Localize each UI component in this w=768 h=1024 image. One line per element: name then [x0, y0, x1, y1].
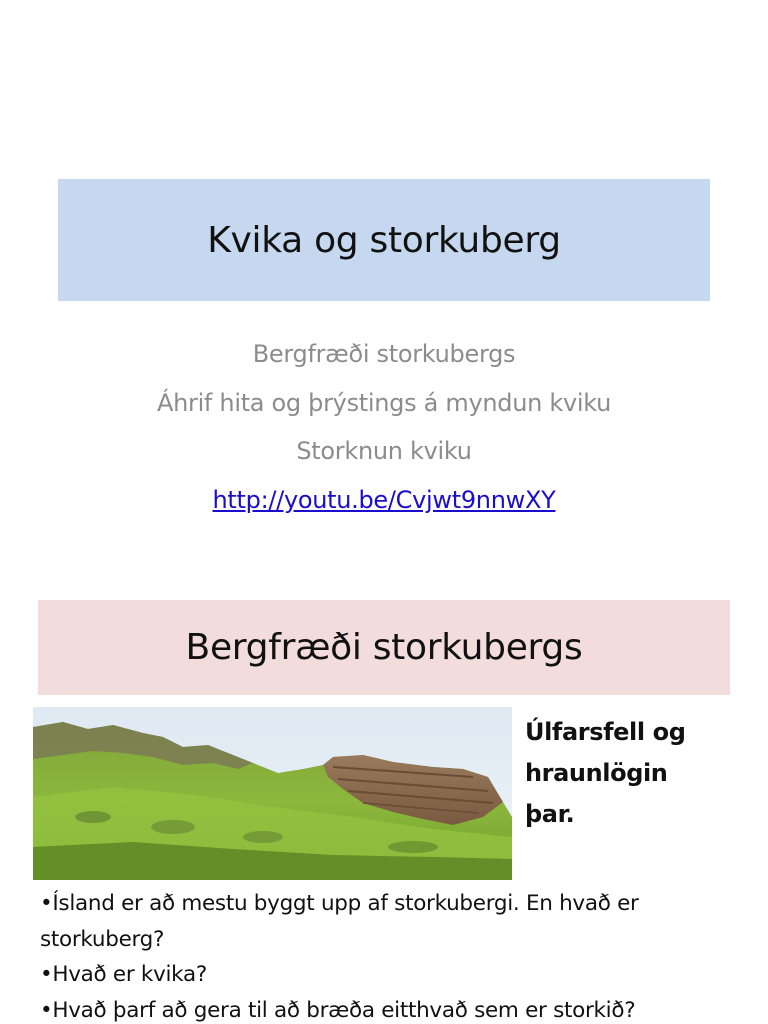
mountain-photo	[33, 707, 512, 880]
video-link[interactable]: http://youtu.be/Cvjwt9nnwXY	[212, 485, 556, 514]
bullet-list	[40, 886, 760, 1024]
slide1-subtitle-list	[0, 330, 768, 524]
caption-line: hraunlögin	[525, 759, 668, 787]
subtitle-line: Bergfræði storkubergs	[252, 340, 516, 368]
slide1-title-banner	[58, 179, 710, 301]
caption-line: þar.	[525, 800, 575, 828]
bullet-item: •Ísland er að mestu byggt upp af storkubergi. En hvað er storkuberg?	[40, 891, 639, 952]
subtitle-line: Áhrif hita og þrýstings á myndun kviku	[156, 388, 612, 417]
slide2-title: Bergfræði storkubergs	[185, 627, 583, 668]
caption-line: Úlfarsfell og	[525, 718, 686, 746]
slide1-title: Kvika og storkuberg	[207, 219, 561, 261]
bullet-item: •Hvað þarf að gera til að bræða eitthvað sem er storkið?	[40, 997, 636, 1023]
subtitle-line: Storknun kviku	[296, 437, 472, 465]
photo-caption	[525, 712, 755, 835]
slide2-title-banner	[38, 600, 730, 695]
bullet-item: •Hvað er kvika?	[40, 962, 207, 987]
subtitle-line-link	[0, 476, 768, 525]
